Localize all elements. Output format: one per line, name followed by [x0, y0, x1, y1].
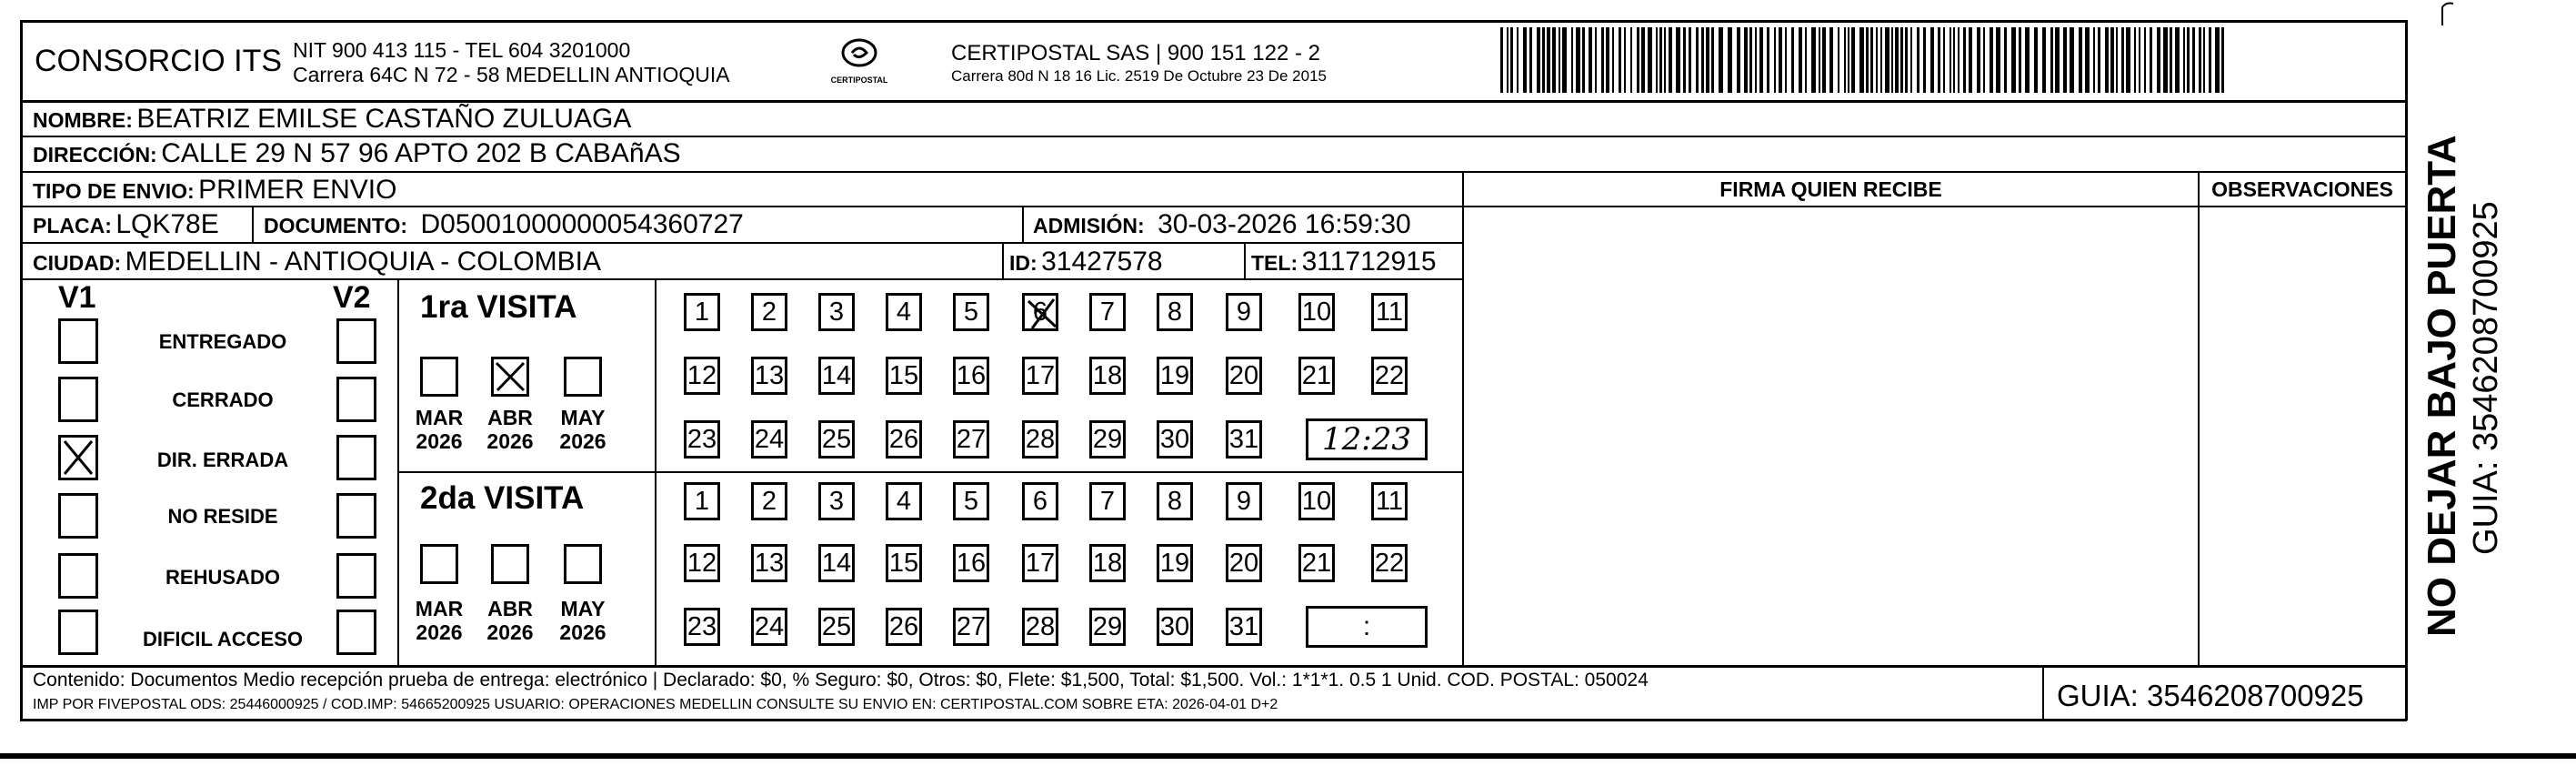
v1-checkbox-cerrado[interactable] [58, 377, 98, 422]
v2-checkbox-no-reside[interactable] [336, 493, 376, 539]
tipo-value: PRIMER ENVIO [198, 175, 397, 205]
barcode-bar [1744, 27, 1748, 93]
row-line-2 [20, 171, 2407, 173]
nombre-value: BEATRIZ EMILSE CASTAÑO ZULUAGA [136, 104, 632, 134]
visit1-month-abr: ABR 2026 [486, 406, 534, 453]
visit2-day-13[interactable]: 13 [751, 544, 787, 582]
frame-bottom [20, 719, 2407, 721]
barcode-bar [1595, 27, 1597, 93]
barcode-bar [1910, 27, 1912, 93]
visit2-day-17[interactable]: 17 [1022, 544, 1058, 582]
barcode-bar [1559, 27, 1560, 93]
visit1-day-14[interactable]: 14 [818, 357, 855, 395]
company-name: CONSORCIO ITS [35, 44, 283, 78]
v2-checkbox-dir-errada[interactable] [336, 435, 376, 480]
barcode-bar [1848, 27, 1849, 93]
reason-dir-errada: DIR. ERRADA [156, 449, 289, 471]
side-guia: GUIA: 3546208700925 [2467, 201, 2505, 555]
barcode-bar [1689, 27, 1691, 93]
visit2-day-1[interactable]: 1 [684, 482, 720, 520]
v2-checkbox-cerrado[interactable] [336, 377, 376, 422]
barcode-bar [1624, 27, 1626, 93]
barcode-bar [2079, 27, 2082, 93]
visit2-month-mar-checkbox[interactable] [420, 544, 458, 584]
barcode-bar [2121, 27, 2124, 93]
barcode-bar [1917, 27, 1919, 93]
visit1-day-5[interactable]: 5 [953, 293, 989, 331]
barcode-bar [1612, 27, 1614, 93]
barcode-bar [1589, 27, 1592, 93]
admision-cell [1033, 209, 1411, 240]
barcode-bar [1510, 27, 1513, 93]
visit1-day-9[interactable]: 9 [1226, 293, 1262, 331]
tel-label: TEL: [1251, 251, 1298, 275]
barcode-bar [1641, 27, 1645, 93]
barcode-bar [1774, 27, 1776, 93]
visit2-day-14[interactable]: 14 [818, 544, 855, 582]
visit2-month-may-checkbox[interactable] [564, 544, 602, 584]
ciudad-value: MEDELLIN - ANTIOQUIA - COLOMBIA [125, 247, 601, 277]
documento-divider [1022, 206, 1024, 242]
v2-label: V2 [333, 280, 371, 315]
visit1-title: 1ra VISITA [420, 289, 577, 325]
visit1-day-25[interactable]: 25 [818, 420, 855, 459]
visit2-day-22[interactable]: 22 [1371, 544, 1408, 582]
documento-cell [264, 209, 744, 240]
visit2-day-20[interactable]: 20 [1226, 544, 1262, 582]
side-warning: NO DEJAR BAJO PUERTA [2420, 135, 2464, 637]
barcode-bar [1706, 27, 1709, 93]
barcode-bar [1996, 27, 2000, 93]
barcode-bar [1696, 27, 1699, 93]
barcode-bar [1542, 27, 1545, 93]
row-line-1 [20, 136, 2407, 137]
barcode-bar [1819, 27, 1820, 93]
barcode-bar [2011, 27, 2016, 93]
barcode-bar [1701, 27, 1704, 93]
barcode-bar [2221, 27, 2224, 93]
visit1-day-17[interactable]: 17 [1022, 357, 1058, 395]
barcode-bar [1851, 27, 1855, 93]
barcode-bar [1562, 27, 1567, 93]
visit1-day-8[interactable]: 8 [1157, 293, 1193, 331]
visit2-day-18[interactable]: 18 [1089, 544, 1126, 582]
visit2-day-10[interactable]: 10 [1298, 482, 1335, 520]
visit1-day-28[interactable]: 28 [1022, 420, 1058, 459]
visit2-day-15[interactable]: 15 [886, 544, 922, 582]
id-value: 31427578 [1041, 247, 1163, 277]
row-line-5 [20, 278, 1464, 280]
v2-checkbox-dificil-acceso[interactable] [336, 610, 376, 655]
direccion-label: DIRECCIÓN: [33, 143, 157, 166]
visit2-day-21[interactable]: 21 [1298, 544, 1335, 582]
header-divider [20, 100, 2407, 103]
barcode-bar [2116, 27, 2118, 93]
barcode-bar [2070, 27, 2074, 93]
visit1-day-19[interactable]: 19 [1157, 357, 1193, 395]
v1-checkbox-no-reside[interactable] [58, 493, 98, 539]
visit1-day-1[interactable]: 1 [684, 293, 720, 331]
visit1-day-21[interactable]: 21 [1298, 357, 1335, 395]
barcode-bar [2170, 27, 2172, 93]
barcode-bar [1822, 27, 1826, 93]
barcode-bar [1517, 27, 1519, 93]
visit2-day-24[interactable]: 24 [751, 608, 787, 646]
barcode-bar [1664, 27, 1666, 93]
visit1-day-30[interactable]: 30 [1157, 420, 1193, 459]
barcode-bar [1969, 27, 1972, 93]
nombre-row [33, 104, 631, 135]
barcode-bar [2175, 27, 2180, 93]
visit2-day-8[interactable]: 8 [1157, 482, 1193, 520]
barcode-bar [1891, 27, 1893, 93]
logo-text: CERTIPOSTAL [830, 76, 888, 85]
frame-right [2405, 20, 2408, 721]
barcode-bar [2215, 27, 2220, 93]
barcode-bar [2157, 27, 2160, 93]
reason-rehusado: REHUSADO [165, 566, 280, 589]
barcode-bar [2203, 27, 2205, 93]
visit2-month-abr: ABR 2026 [486, 597, 534, 644]
barcode-bar [2098, 27, 2100, 93]
barcode-bar [1859, 27, 1864, 93]
barcode [1500, 27, 2228, 93]
barcode-bar [2126, 27, 2130, 93]
id-divider [1244, 242, 1246, 278]
barcode-bar [2093, 27, 2095, 93]
visit1-day-3[interactable]: 3 [818, 293, 855, 331]
frame-left [20, 20, 23, 721]
visit2-month-may: MAY 2026 [559, 597, 606, 644]
barcode-bar [1683, 27, 1686, 93]
barcode-bar [2150, 27, 2152, 93]
check-mark-icon [1025, 296, 1061, 332]
barcode-bar [1895, 27, 1899, 93]
barcode-bar [1838, 27, 1839, 93]
id-cell [1009, 247, 1163, 277]
barcode-bar [2034, 27, 2038, 93]
barcode-bar [1885, 27, 1889, 93]
barcode-bar [1728, 27, 1732, 93]
visit2-day-6[interactable]: 6 [1022, 482, 1058, 520]
visit2-time: : [1362, 611, 1371, 641]
barcode-bar [1759, 27, 1763, 93]
barcode-bar [1900, 27, 1903, 93]
footer-line-1: Contenido: Documentos Medio recepción prueba de entrega: electrónico | Declarado: $0, % Seguro: $0, Otros: $0, Flete: $1,500, Total: $1,500. Vol.: 1*1*1. 0.5 1 Unid. COD. POSTAL: 050024 [33, 670, 1649, 690]
barcode-bar [1552, 27, 1556, 93]
visit2-time-box[interactable] [1306, 606, 1428, 648]
nombre-label: NOMBRE: [33, 108, 133, 132]
visit-divider-h [397, 471, 1464, 473]
visit2-day-28[interactable]: 28 [1022, 608, 1058, 646]
barcode-bar [1866, 27, 1869, 93]
barcode-bar [2134, 27, 2136, 93]
barcode-bar [1582, 27, 1585, 93]
firma-header-line [1462, 206, 2407, 207]
barcode-bar [2025, 27, 2030, 93]
visit1-day-20[interactable]: 20 [1226, 357, 1262, 395]
visit2-day-29[interactable]: 29 [1089, 608, 1126, 646]
footer-guia-divider [2042, 665, 2044, 721]
barcode-bar [1779, 27, 1782, 93]
placa-value: LQK78E [115, 209, 219, 239]
visit2-day-9[interactable]: 9 [1226, 482, 1262, 520]
check-mark-icon [61, 438, 95, 478]
footer-divider [20, 665, 2407, 668]
barcode-bar [1767, 27, 1769, 93]
barcode-bar [2209, 27, 2211, 93]
barcode-bar [1576, 27, 1580, 93]
barcode-bar [2192, 27, 2195, 93]
visit1-day-29[interactable]: 29 [1089, 420, 1126, 459]
documento-label: DOCUMENTO: [264, 214, 408, 237]
visit2-day-23[interactable]: 23 [684, 608, 720, 646]
visit2-month-abr-checkbox[interactable] [491, 544, 529, 584]
barcode-bar [2110, 27, 2114, 93]
visit2-month-mar: MAR 2026 [415, 597, 464, 644]
barcode-bar [1606, 27, 1609, 93]
visit1-day-16[interactable]: 16 [953, 357, 989, 395]
visit2-day-11[interactable]: 11 [1371, 482, 1408, 520]
barcode-bar [1500, 27, 1503, 93]
barcode-bar [1637, 27, 1639, 93]
barcode-bar [1737, 27, 1740, 93]
barcode-bar [1648, 27, 1652, 93]
visit2-day-19[interactable]: 19 [1157, 544, 1193, 582]
visit1-day-15[interactable]: 15 [886, 357, 922, 395]
courier-address: Carrera 80d N 18 16 Lic. 2519 De Octubre 23 De 2015 [951, 67, 1327, 85]
firma-left-border [1462, 171, 1464, 667]
footer-guia: GUIA: 3546208700925 [2057, 679, 2364, 712]
reason-dificil-acceso: DIFICIL ACCESO [142, 628, 303, 650]
barcode-bar [1990, 27, 1993, 93]
placa-cell [33, 209, 219, 240]
visit1-day-23[interactable]: 23 [684, 420, 720, 459]
barcode-bar [1711, 27, 1714, 93]
barcode-bar [2199, 27, 2201, 93]
direccion-row [33, 138, 681, 169]
ciudad-label: CIUDAD: [33, 251, 122, 275]
visit2-day-2[interactable]: 2 [751, 482, 787, 520]
page-bottom-line [0, 753, 2576, 759]
visit1-day-22[interactable]: 22 [1371, 357, 1408, 395]
barcode-bar [1844, 27, 1846, 93]
visit1-day-2[interactable]: 2 [751, 293, 787, 331]
visit2-day-31[interactable]: 31 [1226, 608, 1262, 646]
visit2-title: 2da VISITA [420, 480, 585, 516]
barcode-bar [1923, 27, 1926, 93]
barcode-bar [1507, 27, 1509, 93]
direccion-value: CALLE 29 N 57 96 APTO 202 B CABAñAS [161, 138, 681, 168]
barcode-bar [1950, 27, 1951, 93]
barcode-bar [1755, 27, 1757, 93]
barcode-bar [1676, 27, 1680, 93]
visit2-day-25[interactable]: 25 [818, 608, 855, 646]
visit1-time-box[interactable] [1306, 418, 1428, 460]
visit1-day-10[interactable]: 10 [1298, 293, 1335, 331]
barcode-bar [2050, 27, 2053, 93]
reason-cerrado: CERRADO [172, 388, 274, 411]
tipo-label: TIPO DE ENVIO: [33, 179, 195, 203]
barcode-bar [2055, 27, 2060, 93]
barcode-bar [1656, 27, 1658, 93]
admision-label: ADMISIÓN: [1033, 214, 1145, 237]
barcode-bar [2105, 27, 2109, 93]
row-line-4 [20, 242, 1464, 244]
reason-entregado: ENTREGADO [158, 330, 287, 353]
v1-checkbox-rehusado[interactable] [58, 553, 98, 599]
visit1-day-27[interactable]: 27 [953, 420, 989, 459]
v1-checkbox-dificil-acceso[interactable] [58, 610, 98, 655]
barcode-bar [2063, 27, 2067, 93]
barcode-bar [1905, 27, 1908, 93]
barcode-bar [2004, 27, 2007, 93]
visit2-day-3[interactable]: 3 [818, 482, 855, 520]
visit2-day-7[interactable]: 7 [1089, 482, 1126, 520]
barcode-bar [2019, 27, 2021, 93]
barcode-bar [1943, 27, 1945, 93]
barcode-bar [1930, 27, 1934, 93]
visit1-month-mar-checkbox[interactable] [420, 357, 458, 397]
visit1-day-13[interactable]: 13 [751, 357, 787, 395]
barcode-bar [1805, 27, 1807, 93]
visit1-month-mar: MAR 2026 [415, 406, 464, 453]
v1-label: V1 [58, 280, 96, 315]
barcode-bar [2144, 27, 2146, 93]
barcode-bar [1529, 27, 1532, 93]
barcode-bar [1601, 27, 1604, 93]
barcode-bar [1963, 27, 1966, 93]
barcode-bar [2183, 27, 2185, 93]
barcode-bar [1537, 27, 1540, 93]
barcode-bar [1876, 27, 1878, 93]
v1-checkbox-entregado[interactable] [58, 318, 98, 364]
barcode-bar [1983, 27, 1985, 93]
barcode-bar [1659, 27, 1662, 93]
barcode-bar [1619, 27, 1621, 93]
observaciones-header: OBSERVACIONES [2211, 177, 2393, 201]
ciudad-divider [1002, 242, 1004, 278]
barcode-bar [1630, 27, 1632, 93]
visit1-day-24[interactable]: 24 [751, 420, 787, 459]
footer-line-2: IMP POR FIVEPOSTAL ODS: 25446000925 / COD.IMP: 54665200925 USUARIO: OPERACIONES MEDELLIN CONSULTE SU ENVIO EN: CERTIPOSTAL.COM SOBRE ETA: 2026-04-01 D+2 [33, 697, 1278, 712]
visit1-day-4[interactable]: 4 [886, 293, 922, 331]
placa-divider [252, 206, 254, 242]
barcode-bar [1669, 27, 1672, 93]
company-nit: NIT 900 413 115 - TEL 604 3201000 [293, 38, 631, 62]
barcode-bar [1719, 27, 1723, 93]
visit2-day-26[interactable]: 26 [886, 608, 922, 646]
visit1-month-may-checkbox[interactable] [564, 357, 602, 397]
barcode-bar [1811, 27, 1816, 93]
barcode-bar [1799, 27, 1802, 93]
tipo-row [33, 175, 396, 206]
row-line-3 [20, 206, 1464, 207]
visit2-day-12[interactable]: 12 [684, 544, 720, 582]
visit2-day-30[interactable]: 30 [1157, 608, 1193, 646]
firma-header: FIRMA QUIEN RECIBE [1719, 177, 1942, 201]
tel-value: 311712915 [1301, 247, 1437, 277]
visit1-month-may: MAY 2026 [559, 406, 606, 453]
visit1-day-18[interactable]: 18 [1089, 357, 1126, 395]
barcode-bar [2042, 27, 2046, 93]
barcode-bar [1523, 27, 1527, 93]
barcode-bar [1829, 27, 1833, 93]
barcode-bar [2139, 27, 2140, 93]
v1-checkbox-dir-errada[interactable] [58, 435, 98, 480]
admision-value: 30-03-2026 16:59:30 [1158, 209, 1411, 239]
placa-label: PLACA: [33, 214, 112, 237]
barcode-bar [1953, 27, 1955, 93]
visit2-day-5[interactable]: 5 [953, 482, 989, 520]
tel-cell [1251, 247, 1437, 277]
visit1-day-7[interactable]: 7 [1089, 293, 1126, 331]
v2-checkbox-entregado[interactable] [336, 318, 376, 364]
barcode-bar [1958, 27, 1960, 93]
barcode-bar [1880, 27, 1882, 93]
barcode-bar [2187, 27, 2190, 93]
reason-no-reside: NO RESIDE [167, 505, 278, 528]
barcode-bar [1938, 27, 1940, 93]
check-mark-icon [494, 359, 526, 394]
company-address: Carrera 64C N 72 - 58 MEDELLIN ANTIOQUIA [293, 63, 730, 86]
barcode-bar [1547, 27, 1550, 93]
barcode-bar [2163, 27, 2168, 93]
ciudad-cell [33, 247, 601, 277]
visit1-time: 12:23 [1322, 421, 1411, 458]
barcode-bar [1791, 27, 1794, 93]
corner-mark [2437, 0, 2473, 27]
visit1-day-6[interactable]: 6 [1022, 293, 1058, 331]
frame-top [20, 20, 2407, 23]
visit1-day-31[interactable]: 31 [1226, 420, 1262, 459]
barcode-bar [1571, 27, 1573, 93]
barcode-bar [2085, 27, 2090, 93]
visit1-month-abr-checkbox[interactable] [491, 357, 529, 397]
visit1-day-11[interactable]: 11 [1371, 293, 1408, 331]
courier-name: CERTIPOSTAL SAS | 900 151 122 - 2 [951, 41, 1320, 66]
barcode-bar [1977, 27, 1980, 93]
observaciones-left-border [2198, 171, 2200, 667]
visit2-day-4[interactable]: 4 [886, 482, 922, 520]
visit2-day-16[interactable]: 16 [953, 544, 989, 582]
barcode-bar [1870, 27, 1873, 93]
barcode-bar [1785, 27, 1787, 93]
certipostal-logo [823, 36, 896, 89]
id-label: ID: [1009, 251, 1037, 275]
documento-value: D05001000000054360727 [420, 209, 744, 239]
barcode-bar [1749, 27, 1752, 93]
visit2-day-27[interactable]: 27 [953, 608, 989, 646]
logo-mark-icon [839, 36, 879, 69]
v2-checkbox-rehusado[interactable] [336, 553, 376, 599]
visit1-day-12[interactable]: 12 [684, 357, 720, 395]
visit1-day-26[interactable]: 26 [886, 420, 922, 459]
